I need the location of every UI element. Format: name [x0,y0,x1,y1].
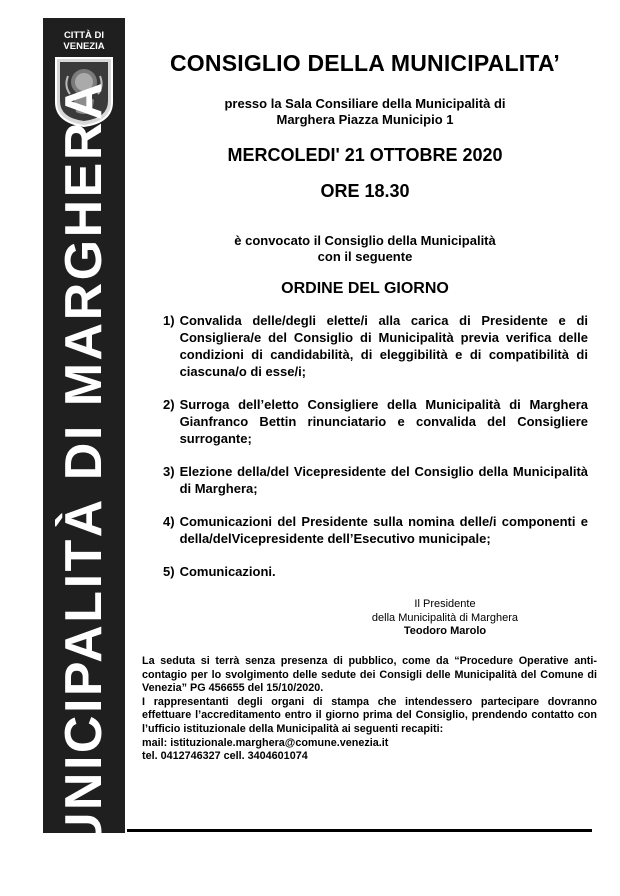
location-line-2: Marghera Piazza Municipio 1 [276,112,454,127]
agenda-heading: ORDINE DEL GIORNO [281,280,449,297]
meeting-date: MERCOLEDI' 21 OTTOBRE 2020 [227,145,503,165]
agenda-item-text: Comunicazioni. [179,564,276,579]
agenda-item-number: 3) [163,464,175,479]
agenda-item [163,396,588,447]
city-label [43,30,125,52]
signature-name: Teodoro Marolo [403,625,487,637]
page-title: CONSIGLIO DELLA MUNICIPALITA’ [170,50,560,76]
agenda-item-number: 4) [163,514,175,529]
contact-phone: tel. 0412746327 cell. 3404601074 [142,750,308,763]
agenda-item-number: 1) [163,313,175,328]
agenda-item-number: 5) [163,564,175,579]
agenda-item [163,563,588,580]
convocation-line-2: con il seguente [317,249,413,264]
notes [142,655,597,764]
bottom-divider [127,829,592,832]
notes-paragraph-2: I rappresentanti degli organi di stampa che intendessero partecipare dovranno effettuare l’accreditamento entro il giorno prima del Consiglio, prendendo contatto con l’ufficio istituzionale della Municipalità ai seguenti recapiti: [142,695,597,735]
signature-org: della Municipalità di Marghera [371,611,519,624]
agenda-item-text: Convalida delle/degli elette/i alla carica di Presidente e di Consigliera/e del Consiglio di Municipalità previa verifica delle condizioni di candidabilità, di eleggibilità e di compatibilità di ciascuna/o di esse/i; [179,313,588,379]
agenda-item [163,463,588,497]
signature-role: Il Presidente [414,598,476,610]
agenda-item-text: Comunicazioni del Presidente sulla nomina delle/i componenti e della/delVicepresidente dell’Esecutivo municipale; [179,514,588,546]
agenda-list [163,312,588,596]
location-line-1: presso la Sala Consiliare della Municipalità di [224,96,506,111]
sidebar [43,18,125,896]
location [150,96,580,128]
convocation-line-1: è convocato il Consiglio della Municipalità [234,233,496,248]
city-line-1: CITTÀ DI [63,30,105,41]
agenda-item [163,312,588,380]
convocation [130,233,600,265]
vertical-title: MUNICIPALITÀ DI MARGHERA [55,80,113,896]
contact-mail: mail: istituzionale.marghera@comune.venezia.it [142,736,389,749]
signature-block [345,598,545,639]
agenda-item [163,513,588,547]
meeting-time: ORE 18.30 [320,181,410,201]
agenda-item-number: 2) [163,397,175,412]
agenda-item-text: Elezione della/del Vicepresidente del Consiglio della Municipalità di Marghera; [179,464,588,496]
notes-paragraph-1: La seduta si terrà senza presenza di pubblico, come da “Procedure Operative anti-contagio per lo svolgimento delle sedute dei Consigli delle Municipalità del Comune di Venezia” PG 456655 del 15/10/2020. [142,655,597,695]
city-line-2: VENEZIA [63,41,105,52]
agenda-item-text: Surroga dell’eletto Consigliere della Municipalità di Marghera Gianfranco Bettin rinunciatario e convalida del Consigliere surrogante; [179,397,588,446]
